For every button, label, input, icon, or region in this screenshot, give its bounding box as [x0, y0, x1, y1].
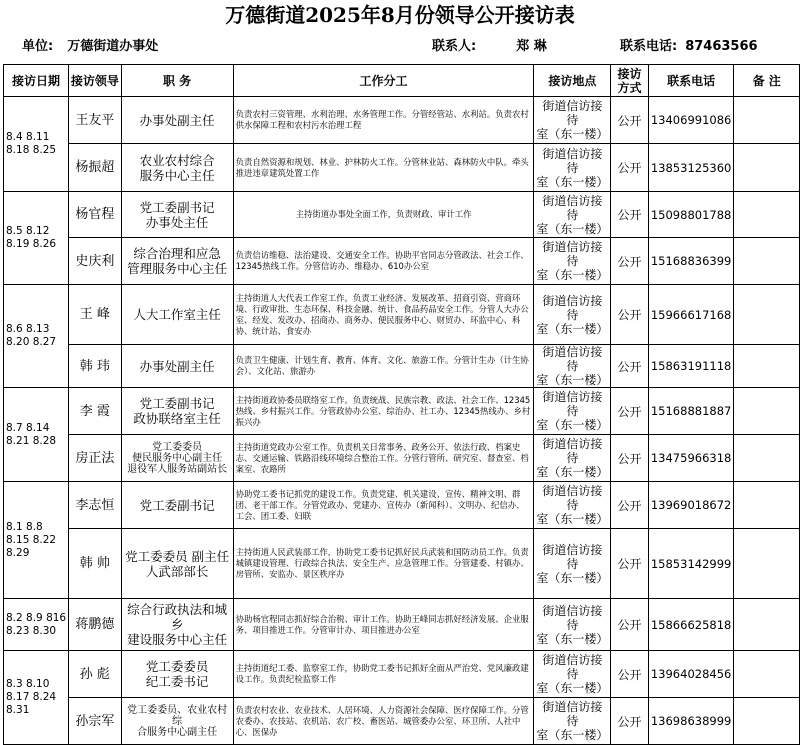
leader-name: 王 峰	[69, 285, 121, 345]
work-duties: 协助杨官程同志抓好综合治税、审计工作。协助王峰同志抓好经济发展、企业服务、项目推进工作。分管审计办、项目推进办公室	[233, 599, 534, 651]
location-line: 街道信访接待	[542, 484, 603, 512]
date-line: 8.31	[6, 704, 30, 716]
work-duties: 主持街道人大代表工作室工作。负责工业经济、发展改革、招商引资、营商环境、行政审批、生态环保、科技金融、统计、食品药品安全工作。分管人大办公室、经发、发改办、招商办、商务办、便民服务中心、财贸办、环监中心、科协、统计站、食安办	[233, 285, 534, 345]
table-row	[4, 238, 800, 285]
leader-name: 王友平	[69, 97, 121, 144]
role-line: 党工委委员 副主任	[125, 548, 230, 564]
unit-info	[22, 39, 158, 55]
table-row	[4, 651, 800, 698]
reception-method: 公开	[611, 482, 649, 529]
leader-role	[121, 345, 233, 388]
location-line: 室（东一楼）	[536, 127, 609, 141]
unit-label: 单位:	[22, 39, 54, 54]
note	[734, 651, 800, 698]
contact-phone: 13475966318	[648, 435, 733, 482]
location-line: 室（东一楼）	[536, 174, 609, 189]
role-line: 人大工作室主任	[133, 307, 221, 322]
reception-location	[534, 388, 611, 435]
contact-phone: 15866625818	[648, 599, 733, 651]
location-line: 室（东一楼）	[536, 373, 609, 387]
role-line: 合服务中心副主任	[137, 726, 218, 738]
contact-info	[432, 39, 547, 55]
contact-phone: 13698638999	[648, 698, 733, 745]
reception-location	[534, 435, 611, 482]
date-line: 8.15 8.22	[6, 533, 57, 546]
leader-role	[121, 698, 233, 745]
location-line: 街道信访接待	[542, 390, 603, 418]
reception-method: 公开	[611, 285, 649, 345]
location-line: 室（东一楼）	[536, 465, 609, 479]
leader-name: 韩 帅	[69, 529, 121, 599]
leader-role	[121, 599, 233, 651]
table-row	[4, 192, 800, 238]
leader-role	[121, 651, 233, 698]
unit-value: 万德街道办事处	[67, 39, 159, 54]
date-line: 8.2 8.9 816	[6, 611, 67, 624]
leader-role	[121, 285, 233, 345]
role-line: 人武部部长	[145, 563, 209, 579]
role-line: 管理服务中心主任	[127, 261, 228, 276]
note	[734, 599, 800, 651]
date-line: 8.20 8.27	[6, 336, 57, 348]
reception-method: 公开	[611, 529, 649, 599]
leader-role	[121, 529, 233, 599]
note	[734, 238, 800, 285]
role-line: 综合治理和应急	[133, 246, 221, 261]
location-line: 街道信访接待	[542, 240, 603, 268]
reception-location	[534, 599, 611, 651]
location-line: 街道信访接待	[542, 293, 603, 322]
location-line: 室（东一楼）	[536, 512, 609, 526]
leader-name: 李志恒	[69, 482, 121, 529]
date-line: 8.6 8.13	[6, 323, 50, 335]
table-row	[4, 435, 800, 482]
date-line: 8.23 8.30	[6, 624, 57, 637]
work-duties: 负责卫生健康、计划生育、教育、体育、文化、旅游工作。分管计生办（计生协会）、文化站、旅游办	[233, 345, 534, 388]
date-line: 8.4 8.11	[6, 131, 50, 143]
table-row	[4, 345, 800, 388]
leader-name: 蒋鹏德	[69, 599, 121, 651]
table-row	[4, 97, 800, 144]
role-line: 服务中心主任	[139, 167, 215, 183]
leader-name: 韩 玮	[69, 345, 121, 388]
date-line: 8.17 8.24	[6, 691, 57, 703]
leader-name: 孙宗军	[69, 698, 121, 745]
role-line: 党工委委员、农业农村综	[127, 704, 228, 727]
role-line: 党工委副书记	[139, 497, 215, 513]
reception-location	[534, 192, 611, 238]
leader-role	[121, 482, 233, 529]
reception-location	[534, 144, 611, 192]
date-line: 8.21 8.28	[6, 434, 57, 447]
reception-method: 公开	[611, 435, 649, 482]
work-duties: 协助党工委书记抓党的建设工作。负责党建、机关建设、宣传、精神文明、群团、老干部工作。分管党政办、党建办、宣传办（新闻科）、文明办、纪信办、工会、团工委、妇联	[233, 482, 534, 529]
location-line: 室（东一楼）	[536, 418, 609, 432]
role-line: 农业农村综合	[139, 152, 215, 168]
location-line: 室（东一楼）	[536, 728, 609, 742]
role-line: 便民服务中心副主任	[132, 452, 223, 464]
date-line: 8.7 8.14	[6, 421, 50, 434]
contact-phone: 13964028456	[648, 651, 733, 698]
table-row	[4, 599, 800, 651]
reception-location	[534, 285, 611, 345]
col-header-note: 备 注	[734, 65, 800, 97]
leader-role	[121, 192, 233, 238]
location-line: 室（东一楼）	[536, 681, 609, 695]
table-row	[4, 698, 800, 745]
leader-name: 房正法	[69, 435, 121, 482]
contact-phone: 13853125360	[648, 144, 733, 192]
contact-phone: 15853142999	[648, 529, 733, 599]
note	[734, 388, 800, 435]
role-line: 纪工委书记	[145, 674, 209, 689]
date-line: 8.3 8.10	[6, 678, 50, 690]
reception-dates	[4, 599, 69, 651]
work-duties: 主持街道政协委员联络室工作。负责统战、民族宗教、政法、社会工作、12345热线、乡村振兴工作。分管政协办公室、综治办、社工办、12345热线办、乡村振兴办	[233, 388, 534, 435]
location-line: 街道信访接待	[542, 603, 603, 632]
role-line: 办事处主任	[145, 214, 209, 230]
leader-name: 史庆利	[69, 238, 121, 285]
location-line: 室（东一楼）	[536, 321, 609, 336]
role-line: 党工委委员	[152, 441, 203, 453]
col-header-method-text: 接访方式	[617, 66, 642, 95]
table-header-row	[4, 65, 800, 97]
note	[734, 285, 800, 345]
reception-method: 公开	[611, 651, 649, 698]
col-header-work: 工作分工	[233, 65, 534, 97]
reception-method: 公开	[611, 345, 649, 388]
table-row	[4, 144, 800, 192]
note	[734, 345, 800, 388]
table-row	[4, 529, 800, 599]
leader-role	[121, 388, 233, 435]
contact-label: 联系人:	[432, 39, 477, 54]
work-duties: 负责自然资源和规划、林业、护林防火工作。分管林业站、森林防火中队。牵头推进违章建筑处置工作	[233, 144, 534, 192]
location-line: 街道信访接待	[542, 193, 603, 222]
table-row	[4, 388, 800, 435]
reception-dates	[4, 192, 69, 285]
contact-phone: 15966617168	[648, 285, 733, 345]
location-line: 街道信访接待	[542, 146, 603, 175]
location-line: 街道信访接待	[542, 99, 603, 127]
note	[734, 529, 800, 599]
work-duties: 主持街道办事处全面工作，负责财政、审计工作	[233, 192, 534, 238]
note	[734, 97, 800, 144]
contact-phone: 15863191118	[648, 345, 733, 388]
work-duties: 负责农村三资管理、水利治理、水务管理工作。分管经管站、水利站。负责农村供水保障工程和农村污水治理工程	[233, 97, 534, 144]
role-line: 退役军人服务站副站长	[127, 463, 228, 475]
reception-dates	[4, 97, 69, 192]
reception-method: 公开	[611, 238, 649, 285]
reception-location	[534, 529, 611, 599]
location-line: 街道信访接待	[542, 542, 603, 571]
date-line: 8.19 8.26	[6, 238, 57, 250]
reception-dates	[4, 388, 69, 482]
role-line: 党工委副书记	[139, 199, 215, 215]
note	[734, 482, 800, 529]
work-duties: 主持街道纪工委、监察室工作，协助党工委书记抓好全面从严治党、党风廉政建设工作。负责纪检监察工作	[233, 651, 534, 698]
location-line: 街道信访接待	[542, 345, 603, 373]
reception-location	[534, 97, 611, 144]
reception-method: 公开	[611, 388, 649, 435]
leader-name: 孙 彪	[69, 651, 121, 698]
location-line: 街道信访接待	[542, 700, 603, 728]
reception-dates	[4, 285, 69, 388]
date-line: 8.5 8.12	[6, 225, 50, 237]
contact-phone: 15098801788	[648, 192, 733, 238]
work-duties: 负责农村农业、农业技术、人居环境、人力资源社会保障、医疗保障工作。分管农委办、农技站、农机站、农广校、畜医站、城管委办公室、环卫所、人社中心、医保办	[233, 698, 534, 745]
leader-role	[121, 97, 233, 144]
reception-table	[3, 64, 800, 745]
reception-location	[534, 698, 611, 745]
reception-location	[534, 482, 611, 529]
date-line: 8.18 8.25	[6, 144, 57, 156]
phone-value: 87463566	[685, 39, 758, 54]
work-duties: 主持街道人民武装部工作，协助党工委书记抓好民兵武装和国防动员工作。负责城镇建设管理、行政综合执法、安全生产、应急管理工作。分管建委、村镇办、房管所、安监办、景区秩序办	[233, 529, 534, 599]
location-line: 街道信访接待	[542, 653, 603, 681]
reception-method: 公开	[611, 144, 649, 192]
col-header-phone: 联系电话	[648, 65, 733, 97]
col-header-location: 接访地点	[534, 65, 611, 97]
leader-name: 杨振超	[69, 144, 121, 192]
date-line: 8.1 8.8	[6, 520, 43, 533]
leader-role	[121, 144, 233, 192]
col-header-role: 职 务	[121, 65, 233, 97]
note	[734, 192, 800, 238]
role-line: 政协联络室主任	[133, 411, 221, 426]
col-header-method	[611, 65, 649, 97]
role-line: 办事处副主任	[139, 112, 215, 128]
phone-info	[620, 39, 758, 55]
work-duties: 负责信访维稳、法治建设、交通安全工作。协助平官同志分管政法、社会工作、12345热线工作。分管信访办、维稳办、610办公室	[233, 238, 534, 285]
role-line: 办事处副主任	[139, 358, 215, 374]
reception-location	[534, 238, 611, 285]
location-line: 室（东一楼）	[536, 570, 609, 585]
role-line: 党工委副书记	[139, 396, 215, 411]
location-line: 室（东一楼）	[536, 221, 609, 236]
leader-role	[121, 435, 233, 482]
role-line: 建设服务中心主任	[127, 632, 228, 647]
location-line: 街道信访接待	[542, 437, 603, 465]
note	[734, 698, 800, 745]
page-title: 万德街道2025年8月份领导公开接访表	[225, 3, 575, 27]
reception-method: 公开	[611, 698, 649, 745]
contact-value: 郑 琳	[516, 39, 547, 54]
table-row	[4, 285, 800, 345]
contact-phone: 15168836399	[648, 238, 733, 285]
reception-method: 公开	[611, 97, 649, 144]
note	[734, 144, 800, 192]
table-row	[4, 482, 800, 529]
reception-method: 公开	[611, 192, 649, 238]
reception-method: 公开	[611, 599, 649, 651]
leader-name: 李 霞	[69, 388, 121, 435]
leader-role	[121, 238, 233, 285]
leader-name: 杨官程	[69, 192, 121, 238]
location-line: 室（东一楼）	[536, 268, 609, 282]
work-duties: 主持街道党政办公室工作。负责机关日常事务、政务公开、依法行政、档案史志、交通运输、铁路沿线环境综合整治工作。分管行管所、研究室、督查室、档案室、农路所	[233, 435, 534, 482]
contact-phone: 15168881887	[648, 388, 733, 435]
role-line: 党工委委员	[145, 659, 209, 674]
phone-label: 联系电话:	[620, 39, 678, 54]
reception-dates	[4, 482, 69, 599]
contact-phone: 13969018672	[648, 482, 733, 529]
col-header-leader: 接访领导	[69, 65, 121, 97]
location-line: 室（东一楼）	[536, 631, 609, 646]
role-line: 综合行政执法和城乡	[127, 602, 228, 632]
reception-location	[534, 345, 611, 388]
reception-location	[534, 651, 611, 698]
date-line: 8.29	[6, 546, 30, 559]
col-header-date: 接访日期	[4, 65, 69, 97]
contact-phone: 13406991086	[648, 97, 733, 144]
note	[734, 435, 800, 482]
